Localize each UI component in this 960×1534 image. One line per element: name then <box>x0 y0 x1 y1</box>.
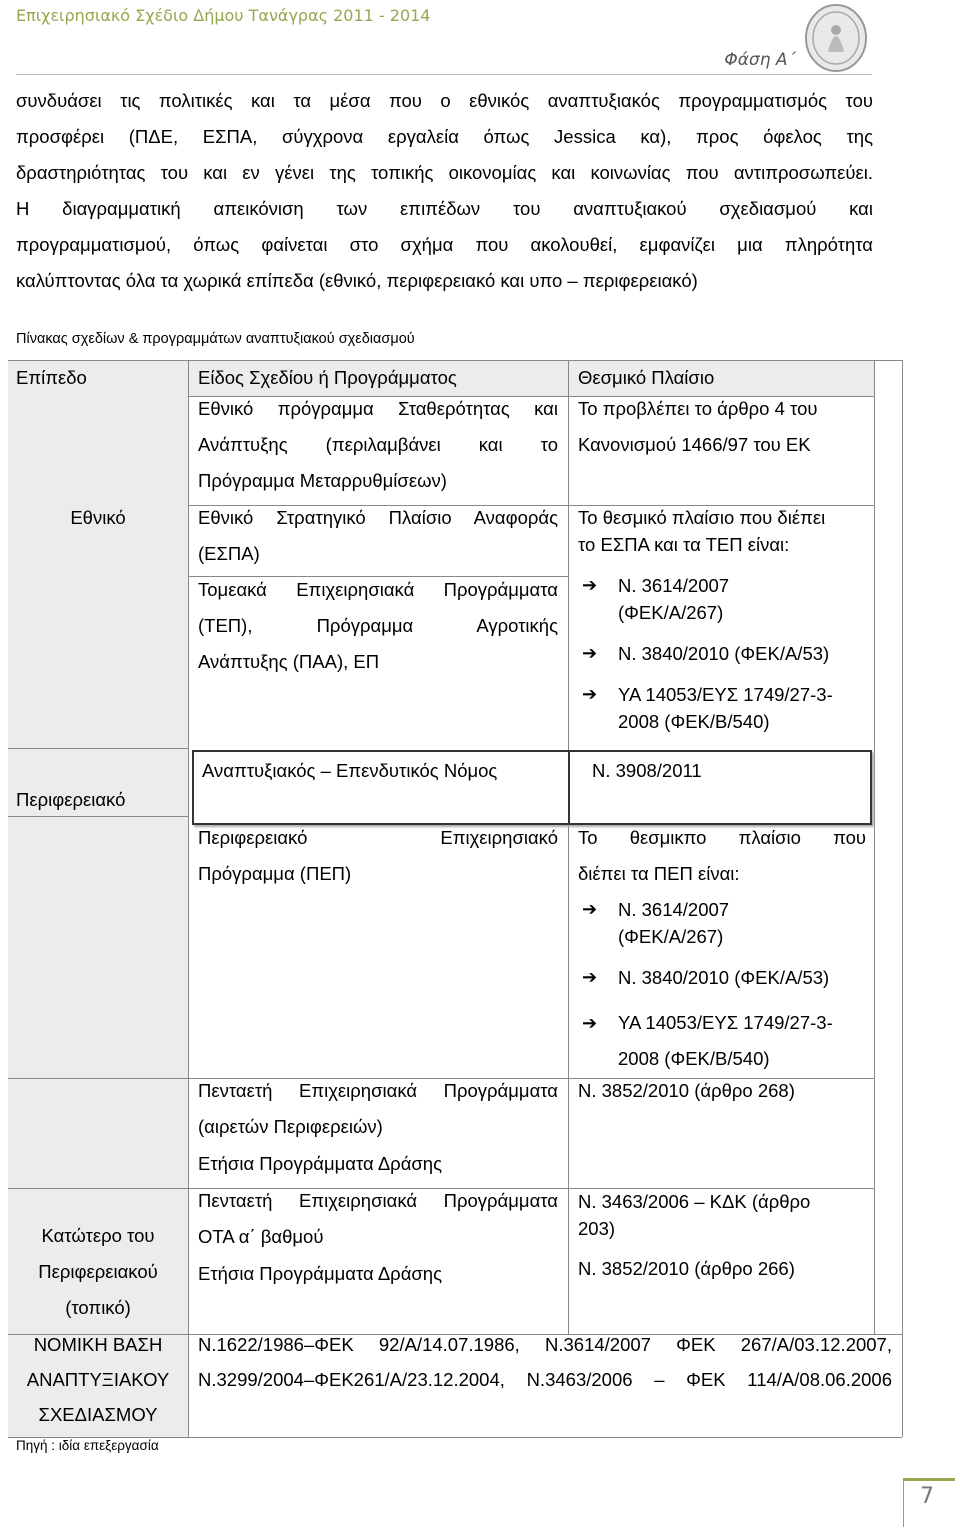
framework-espa-item <box>582 572 872 626</box>
framework-espa <box>578 504 868 558</box>
plan-regional-operational <box>198 820 558 892</box>
grid-line <box>188 505 874 506</box>
item-line: Ν. 3840/2010 (ΦΕΚ/Α/53) <box>618 643 830 664</box>
plan-line: Πρόγραμμα Μεταρρυθμίσεων) <box>198 470 447 491</box>
framework-law-3852-268: Ν. 3852/2010 (άρθρο 268) <box>578 1080 795 1101</box>
framework-kdk <box>578 1188 868 1242</box>
level-local-line: (τοπικό) <box>65 1297 131 1318</box>
framework-line: το ΕΣΠΑ και τα ΤΕΠ είναι: <box>578 534 790 555</box>
plan-line: Εθνικό Στρατηγικό Πλαίσιο Αναφοράς <box>198 507 558 528</box>
framework-regulation <box>578 391 868 463</box>
plan-line: Εθνικό πρόγραμμα Σταθερότητας και <box>198 398 558 419</box>
framework-line: Το θεσμικό πλαίσιο που διέπει <box>578 507 826 528</box>
header-framework: Θεσμικό Πλαίσιο <box>578 367 715 388</box>
footer-accent-bar <box>903 1478 955 1481</box>
paragraph-line: καλύπτοντας όλα τα χωρικά επίπεδα (εθνικό, περιφερειακό και υπο – περιφερειακό) <box>16 270 698 291</box>
framework-pep-item <box>582 896 872 950</box>
level-legal-line: ΣΧΕΔΙΑΣΜΟΥ <box>38 1404 158 1425</box>
level-national: Εθνικό <box>70 507 126 528</box>
item-line: (ΦΕΚ/Α/267) <box>618 602 724 623</box>
legal-line: Ν.3299/2004–ΦΕΚ261/Α/23.12.2004, Ν.3463/2006 – ΦΕΚ 114/Α/08.06.2006 <box>198 1369 892 1390</box>
item-line: ΥΑ 14053/ΕΥΣ 1749/27-3- <box>618 1012 833 1033</box>
grid-line <box>8 1078 874 1079</box>
plan-line: (ΤΕΠ), Πρόγραμμα Αγροτικής <box>198 615 558 636</box>
plan-line: (αιρετών Περιφερειών) <box>198 1116 383 1137</box>
paragraph-line: Η διαγραμματική απεικόνιση των επιπέδων του αναπτυξιακού σχεδιασμού και <box>16 198 873 219</box>
framework-pep-item <box>582 964 872 991</box>
framework-law-3908: Ν. 3908/2011 <box>592 760 702 781</box>
item-line: Ν. 3614/2007 <box>618 899 730 920</box>
level-legal-line: ΑΝΑΠΤΥΞΙΑΚΟΥ <box>26 1369 170 1390</box>
item-line: Ν. 3614/2007 <box>618 575 730 596</box>
level-regional: Περιφερειακό <box>16 789 126 810</box>
arrow-right-icon: ➔ <box>582 643 598 663</box>
item-line: (ΦΕΚ/Α/267) <box>618 926 724 947</box>
framework-line: διέπει τα ΠΕΠ είναι: <box>578 863 740 884</box>
plans-table <box>8 360 902 1437</box>
plan-line: Πενταετή Επιχειρησιακά Προγράμματα <box>198 1080 558 1101</box>
level-local-line: Περιφερειακού <box>38 1261 158 1282</box>
framework-espa-item <box>582 640 872 667</box>
framework-line: 203) <box>578 1218 616 1239</box>
framework-espa-item <box>582 681 872 735</box>
plan-espa <box>198 500 558 572</box>
investment-law-frame <box>192 750 872 825</box>
item-line: 2008 (ΦΕΚ/Β/540) <box>618 1048 770 1069</box>
intro-paragraph <box>16 83 873 299</box>
grid-line <box>8 1334 902 1335</box>
legal-basis-text <box>198 1327 892 1397</box>
header-level: Επίπεδο <box>16 367 87 388</box>
paragraph-line: προγραμματισμού, όπως φαίνεται στο σχήμα που ακολουθεί, εμφανίζει μια πληρότητα <box>16 234 873 255</box>
grid-line <box>874 360 875 1334</box>
item-line: Ν. 3840/2010 (ΦΕΚ/Α/53) <box>618 967 830 988</box>
arrow-right-icon: ➔ <box>582 899 598 919</box>
grid-line <box>188 1188 874 1189</box>
grid-line <box>8 360 902 361</box>
table-header-gap <box>874 360 902 396</box>
plan-investment-law: Αναπτυξιακός – Επενδυτικός Νόμος <box>202 760 498 781</box>
plan-five-year-regions <box>198 1073 558 1145</box>
plan-five-year-ota <box>198 1183 558 1255</box>
grid-line <box>8 1188 188 1189</box>
plan-line: (ΕΣΠΑ) <box>198 543 260 564</box>
item-line: ΥΑ 14053/ΕΥΣ 1749/27-3- <box>618 684 833 705</box>
plan-annual-action-regions: Ετήσια Προγράμματα Δράσης <box>198 1153 443 1174</box>
framework-pep <box>578 820 866 892</box>
arrow-right-icon: ➔ <box>582 967 598 987</box>
table-caption: Πίνακας σχεδίων & προγραμμάτων αναπτυξιακού σχεδιασμού <box>16 331 415 347</box>
plan-line: Πενταετή Επιχειρησιακά Προγράμματα <box>198 1190 558 1211</box>
grid-line <box>8 748 188 749</box>
footer-accent-line <box>903 1481 904 1527</box>
item-line: 2008 (ΦΕΚ/Β/540) <box>618 711 770 732</box>
grid-line <box>188 576 568 577</box>
framework-law-3852-266: Ν. 3852/2010 (άρθρο 266) <box>578 1258 795 1279</box>
plan-line: ΟΤΑ α΄ βαθμού <box>198 1226 324 1247</box>
plan-line: Τομεακά Επιχειρησιακά Προγράμματα <box>198 579 558 600</box>
document-header-title: Επιχειρησιακό Σχέδιο Δήμου Τανάγρας 2011 - 2014 <box>16 6 431 25</box>
level-legal-basis <box>8 1327 188 1432</box>
grid-line <box>8 816 188 817</box>
arrow-right-icon: ➔ <box>582 1013 598 1033</box>
framework-line: Κανονισμού 1466/97 του ΕΚ <box>578 434 811 455</box>
arrow-right-icon: ➔ <box>582 575 598 595</box>
level-legal-line: ΝΟΜΙΚΗ ΒΑΣΗ <box>33 1334 163 1355</box>
framework-line: Το προβλέπει το άρθρο 4 του <box>578 398 818 419</box>
framework-line: Το θεσμικπο πλαίσιο που <box>578 827 866 848</box>
plan-line: Ανάπτυξης (περιλαμβάνει και το <box>198 434 558 455</box>
header-plan-type: Είδος Σχεδίου ή Προγράμματος <box>198 367 457 388</box>
table-source: Πηγή : ιδία επεξεργασία <box>16 1438 159 1453</box>
level-local-line: Κατώτερο του <box>41 1225 155 1246</box>
plan-stability-program <box>198 391 558 499</box>
grid-line <box>568 750 570 825</box>
plan-annual-action-ota: Ετήσια Προγράμματα Δράσης <box>198 1263 443 1284</box>
framework-pep-item <box>582 1005 872 1077</box>
plan-line: Περιφερειακό Επιχειρησιακό <box>198 827 558 848</box>
grid-line <box>188 396 874 397</box>
level-local <box>8 1218 188 1326</box>
grid-line <box>568 360 569 1334</box>
level-column-bg <box>8 396 188 1334</box>
grid-line <box>902 360 903 1437</box>
municipality-seal-icon <box>798 2 874 74</box>
plan-sectoral-programs <box>198 572 558 680</box>
paragraph-line: προσφέρει (ΠΔΕ, ΕΣΠΑ, σύγχρονα εργαλεία όπως Jessica κα), προς όφελος της <box>16 126 873 147</box>
arrow-right-icon: ➔ <box>582 684 598 704</box>
plan-line: Ανάπτυξης (ΠΑΑ), ΕΠ <box>198 651 380 672</box>
legal-line: Ν.1622/1986–ΦΕΚ 92/Α/14.07.1986, Ν.3614/2007 ΦΕΚ 267/Α/03.12.2007, <box>198 1334 892 1355</box>
document-phase-label: Φάση Α΄ <box>724 50 796 70</box>
paragraph-line: δραστηριότητας του και εν γένει της τοπικής οικονομίας και κοινωνίας που αντιπροσωπεύει. <box>16 162 873 183</box>
framework-line: Ν. 3463/2006 – ΚΔΚ (άρθρο <box>578 1191 811 1212</box>
plan-line: Πρόγραμμα (ΠΕΠ) <box>198 863 352 884</box>
grid-line <box>188 360 189 1437</box>
header-divider <box>16 74 872 75</box>
page-number: 7 <box>920 1484 934 1509</box>
paragraph-line: συνδυάσει τις πολιτικές και τα μέσα που ο εθνικός αναπτυξιακός προγραμματισμός του <box>16 90 873 111</box>
